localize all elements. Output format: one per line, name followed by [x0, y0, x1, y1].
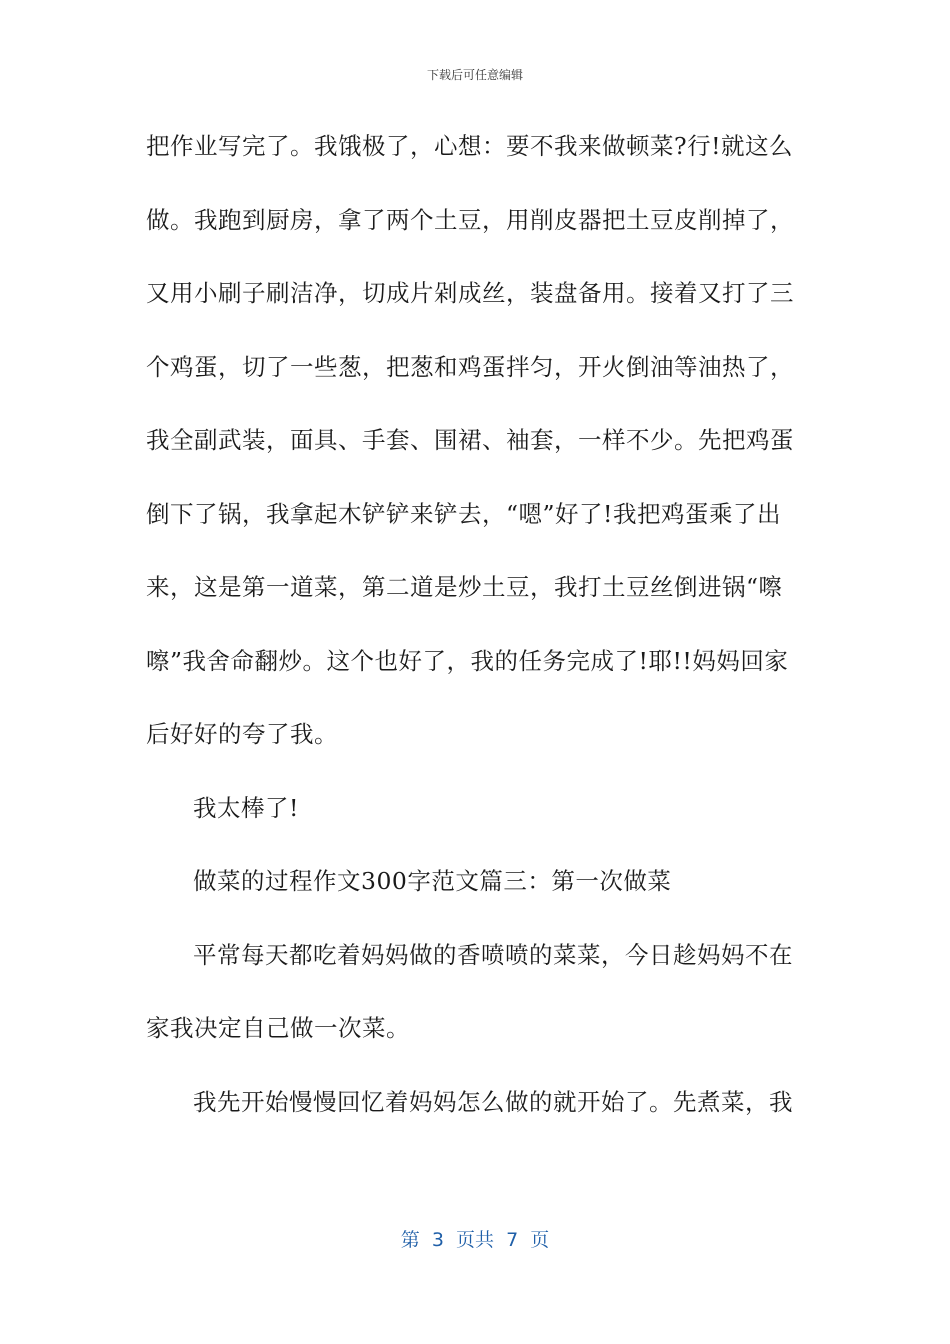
- body-line: 来，这是第一道菜，第二道是炒土豆，我打土豆丝倒进锅“嚓: [146, 573, 783, 601]
- document-body: [146, 120, 806, 1149]
- body-line: 我先开始慢慢回忆着妈妈怎么做的就开始了。先煮菜，我: [193, 1087, 793, 1116]
- body-line: 我全副武装，面具、手套、围裙、袖套，一样不少。先把鸡蛋: [146, 426, 794, 454]
- page-number-footer: 第 3 页共 7 页: [400, 1229, 550, 1251]
- body-line: 平常每天都吃着妈妈做的香喷喷的菜菜，今日趁妈妈不在: [193, 940, 793, 969]
- body-line: 倒下了锅，我拿起木铲铲来铲去，“嗯”好了!我把鸡蛋乘了出: [146, 499, 781, 528]
- body-line: 家我决定自己做一次菜。: [146, 1014, 410, 1042]
- body-line: 嚓”我舍命翻炒。这个也好了，我的任务完成了!耶!!妈妈回家: [146, 646, 789, 675]
- body-line: 又用小刷子刷洁净，切成片剁成丝，装盘备用。接着又打了三: [146, 279, 794, 307]
- body-line: 个鸡蛋，切了一些葱，把葱和鸡蛋拌匀，开火倒油等油热了，: [146, 352, 794, 381]
- section-title: 做菜的过程作文300字范文篇三：第一次做菜: [193, 867, 672, 895]
- body-line: 我太棒了!: [193, 793, 299, 822]
- body-line: 后好好的夸了我。: [146, 720, 338, 748]
- page-header: 下载后可任意编辑: [426, 68, 523, 82]
- body-line: 做。我跑到厨房，拿了两个土豆，用削皮器把土豆皮削掉了，: [146, 205, 794, 234]
- body-line: 把作业写完了。我饿极了，心想：要不我来做顿菜?行!就这么: [146, 132, 794, 160]
